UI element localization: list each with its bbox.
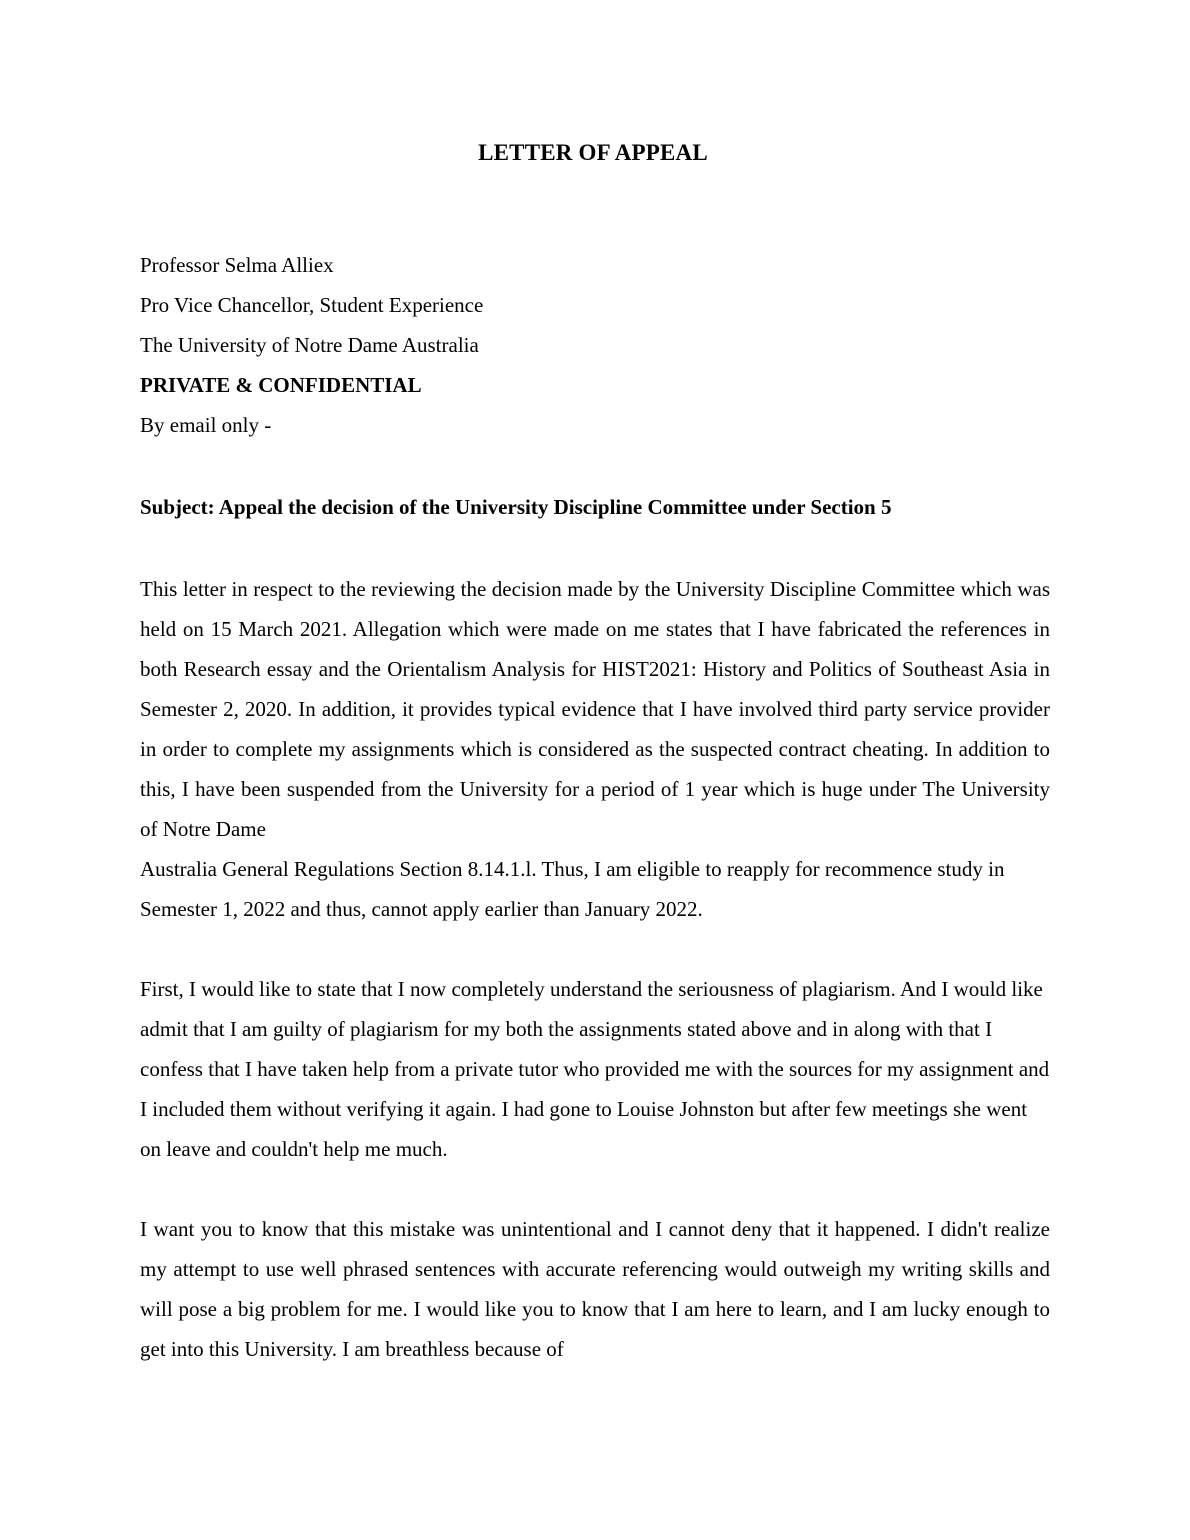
addressee-line-recipient-role: Pro Vice Chancellor, Student Experience [140, 293, 484, 317]
page-content [140, 0, 1050, 1369]
subject-line: Subject: Appeal the decision of the University Discipline Committee under Section 5 [140, 495, 892, 519]
addressee-line-institution: The University of Notre Dame Australia [140, 333, 479, 357]
body-paragraph-1 [140, 527, 1050, 929]
body-paragraph-3-segment-1: I want you to know that this mistake was unintentional and I cannot deny that it happened. I didn't realize my attempt to use well phrased sentences with accurate referencing would outweigh my writing skills and will pose a big problem for me. I would like you to know that I am here to learn, and I am lucky enough to get into this University. I am breathless because of [140, 1217, 1050, 1361]
addressee-line-delivery-method: By email only - [140, 413, 272, 437]
addressee-block [140, 167, 1050, 445]
addressee-line-recipient-name: Professor Selma Alliex [140, 253, 334, 277]
body-paragraph-2-segment-1: First, I would like to state that I now completely understand the seriousness of plagiarism. And I would like admit that I am guilty of plagiarism for my both the assignments stated above and in along with that I confess that I have taken help from a private tutor who provided me with the sources for my assignment and I included them without verifying it again. I had gone to Louise Johnston but after few meetings she went on leave and couldn't help me much. [140, 977, 1050, 1161]
addressee-line-confidentiality-notice: PRIVATE & CONFIDENTIAL [140, 373, 422, 397]
body-paragraph-1-segment-2: Australia General Regulations Section 8.14.1.l. Thus, I am eligible to reapply for recommence study in Semester 1, 2022 and thus, cannot apply earlier than January 2022. [140, 857, 1005, 921]
body-paragraph-1-segment-1: This letter in respect to the reviewing the decision made by the University Discipline Committee which was held on 15 March 2021. Allegation which were made on me states that I have fabricated the references in both Research essay and the Orientalism Analysis for HIST2021: History and Politics of Southeast Asia in Semester 2, 2020. In addition, it provides typical evidence that I have involved third party service provider in order to complete my assignments which is considered as the suspected contract cheating. In addition to this, I have been suspended from the University for a period of 1 year which is huge under The University of Notre Dame [140, 577, 1050, 841]
body-paragraph-3 [140, 1169, 1050, 1369]
body-paragraph-2 [140, 929, 1050, 1169]
page-title: LETTER OF APPEAL [478, 140, 708, 165]
